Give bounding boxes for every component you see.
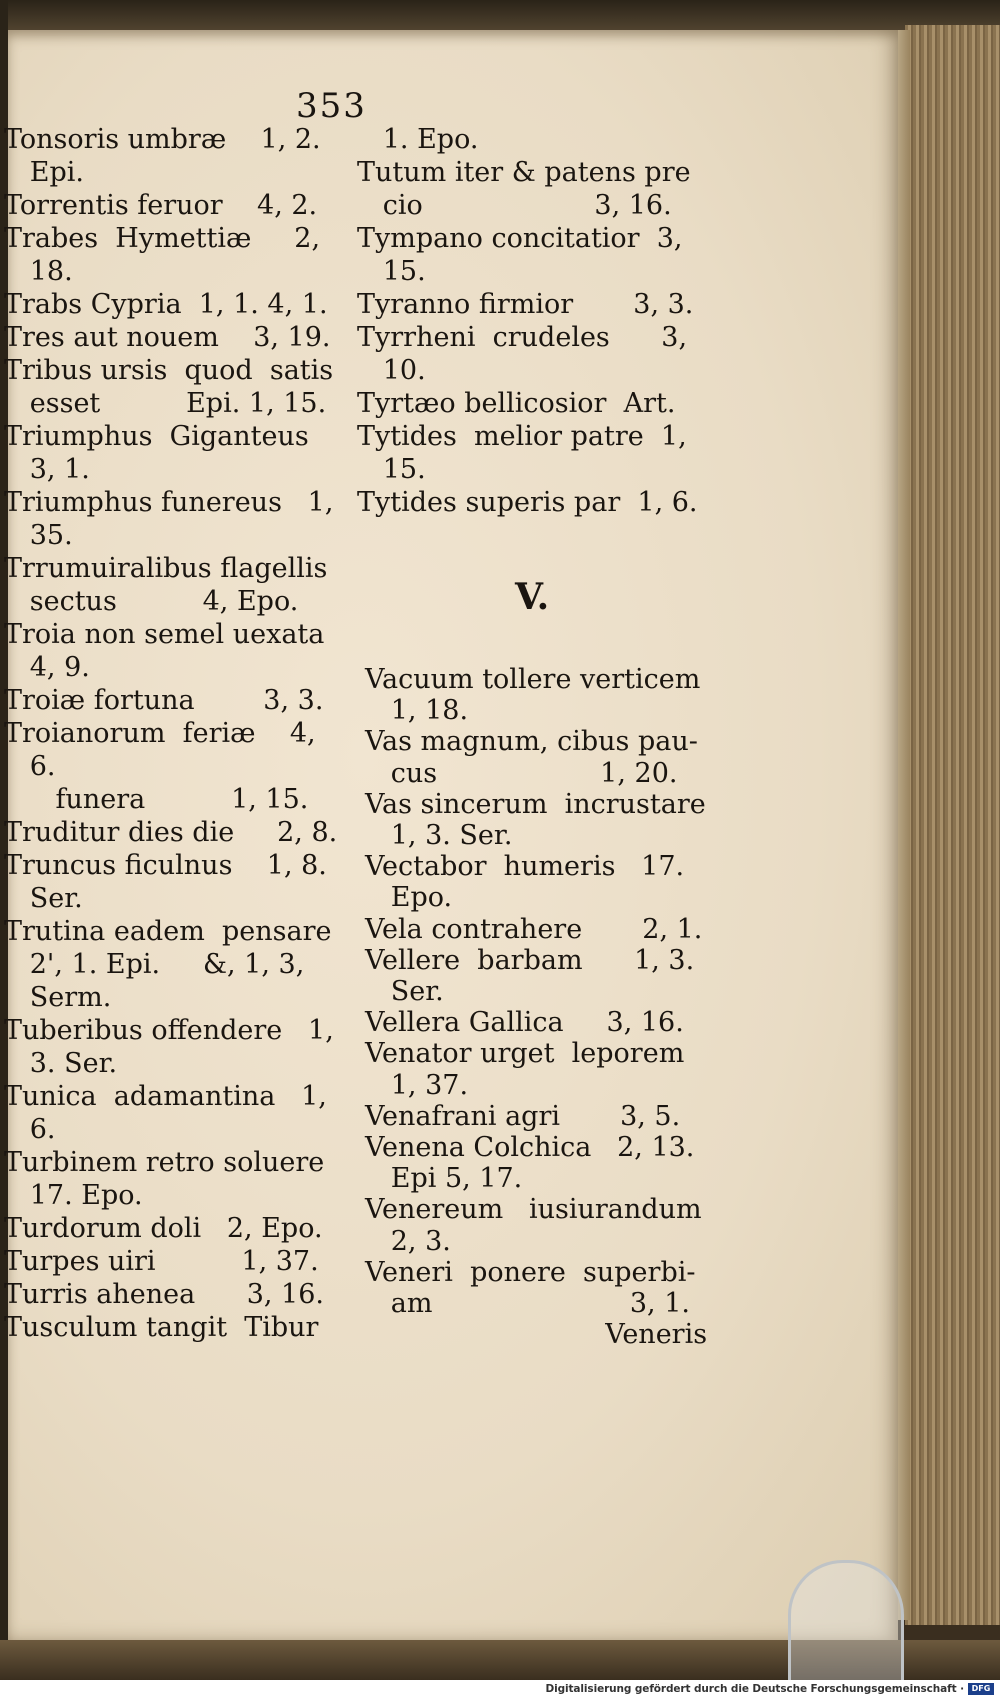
index-entry-line: Vas sincerum incrustare xyxy=(365,788,706,820)
index-entry-line: Vela contrahere 2, 1. xyxy=(365,913,703,945)
index-entry-line: Turdorum doli 2, Epo. xyxy=(4,1213,323,1244)
index-entry-line: Torrentis feruor 4, 2. xyxy=(4,190,318,221)
index-entry-line: Trabes Hymettiæ 2, xyxy=(4,223,321,254)
index-entry-line: 18. xyxy=(4,256,73,287)
book-page-edges xyxy=(905,25,1000,1625)
index-entry-line: 1, 18. xyxy=(365,695,469,727)
index-entry-line: sectus 4, Epo. xyxy=(4,586,299,617)
index-entry-line: 1, 3. Ser. xyxy=(365,820,513,851)
index-entry-line: 3. Ser. xyxy=(4,1048,118,1079)
index-entry-line: Turbinem retro soluere xyxy=(4,1147,325,1178)
index-entry-line: Tyrrheni crudeles 3, xyxy=(357,322,688,353)
index-entry-line: 3, 1. xyxy=(4,454,90,485)
index-entry-line: Veneri ponere superbi- xyxy=(365,1256,696,1288)
index-entry-line: Troiæ fortuna 3, 3. xyxy=(4,685,324,716)
index-entry-line: Vacuum tollere verticem xyxy=(365,664,701,695)
index-entry-line: 10. xyxy=(357,355,426,386)
page-number: 353 xyxy=(296,86,367,126)
index-entry-line: 4, 9. xyxy=(4,652,90,683)
index-entry-line: 1. Epo. xyxy=(357,124,479,155)
index-entry-line: 6. xyxy=(4,1114,56,1145)
index-entry-line: Triumphus funereus 1, xyxy=(4,487,334,518)
index-entry-line: funera 1, 15. xyxy=(4,784,309,815)
index-entry-line: Vellera Gallica 3, 16. xyxy=(365,1007,684,1039)
index-entry-line: Tyrtæo bellicosior Art. xyxy=(357,388,676,419)
index-entry-line: Troianorum feriæ 4, xyxy=(4,718,316,749)
index-entry-line: Tunica adamantina 1, xyxy=(4,1081,327,1112)
index-entry-line: 2, 3. xyxy=(365,1225,451,1257)
index-entry-line: Veneris xyxy=(365,1319,708,1351)
index-entry-line: Ser. xyxy=(4,883,83,914)
index-entry-line: Vellere barbam 1, 3. xyxy=(365,944,695,976)
index-entry-line: Tuberibus offendere 1, xyxy=(4,1015,334,1046)
index-entry-line: Turris ahenea 3, 16. xyxy=(4,1279,324,1310)
index-entry-line: am 3, 1. xyxy=(365,1288,690,1319)
index-entry-line: Tyranno firmior 3, 3. xyxy=(357,289,694,320)
index-entry-line: Epi 5, 17. xyxy=(365,1163,523,1195)
index-entry-line: 2', 1. Epi. &, 1, 3, xyxy=(4,949,305,980)
index-entry-line: 1, 37. xyxy=(365,1069,469,1101)
index-entry-line: Serm. xyxy=(4,982,112,1013)
index-entry-line: Tres aut nouem 3, 19. xyxy=(4,322,331,353)
index-entry-line: cio 3, 16. xyxy=(357,190,672,221)
index-entry-line: Tytides superis par 1, 6. xyxy=(357,487,698,518)
footer-credit: Digitalisierung gefördert durch die Deutsche Forschungsgemeinschaft · xyxy=(545,1683,964,1695)
index-entry-line: Vas magnum, cibus pau- xyxy=(365,726,698,758)
index-entry-line: Vectabor humeris 17. xyxy=(365,851,685,883)
index-entry-line: Truncus ficulnus 1, 8. xyxy=(4,850,327,881)
dfg-logo: DFG xyxy=(968,1683,994,1695)
index-entry-line: 15. xyxy=(357,454,426,485)
index-entry-line: esset Epi. 1, 15. xyxy=(4,388,327,419)
index-entry-line: Epo. xyxy=(365,882,453,914)
index-entry-line: 15. xyxy=(357,256,426,287)
index-entry-line: Tytides melior patre 1, xyxy=(357,421,687,452)
section-letter-heading: V. xyxy=(515,576,550,618)
index-entry-line: Venafrani agri 3, 5. xyxy=(365,1100,681,1132)
index-entry-line: Trutina eadem pensare xyxy=(4,916,332,947)
index-entry-line: Tribus ursis quod satis xyxy=(4,355,334,386)
index-entry-line: Venena Colchica 2, 13. xyxy=(365,1132,695,1163)
index-entry-line: Trabs Cypria 1, 1. 4, 1. xyxy=(4,289,328,320)
index-entry-line: 35. xyxy=(4,520,73,551)
index-entry-line: 17. Epo. xyxy=(4,1180,143,1211)
index-entry-line: Turpes uiri 1, 37. xyxy=(4,1246,319,1277)
index-entry-line: 6. xyxy=(4,751,56,782)
index-entry-line: cus 1, 20. xyxy=(365,757,678,789)
index-entry-line: Venereum iusiurandum xyxy=(365,1194,702,1226)
index-entry-line: Tusculum tangit Tibur xyxy=(4,1312,319,1343)
index-entry-line: Tympano concitatior 3, xyxy=(357,223,683,254)
index-entry-line: Tonsoris umbræ 1, 2. xyxy=(4,124,321,155)
bookmark-clip xyxy=(788,1560,904,1683)
index-entry-line: Troia non semel uexata xyxy=(4,619,325,650)
index-entry-line: Trrumuiralibus flagellis xyxy=(4,553,328,584)
index-entry-line: Venator urget leporem xyxy=(365,1038,685,1070)
index-entry-line: Triumphus Giganteus xyxy=(4,421,309,452)
index-entry-line: Truditur dies die 2, 8. xyxy=(4,817,338,848)
index-entry-line: Epi. xyxy=(4,157,84,188)
index-entry-line: Ser. xyxy=(365,976,444,1007)
index-entry-line: Tutum iter & patens pre xyxy=(357,157,691,188)
